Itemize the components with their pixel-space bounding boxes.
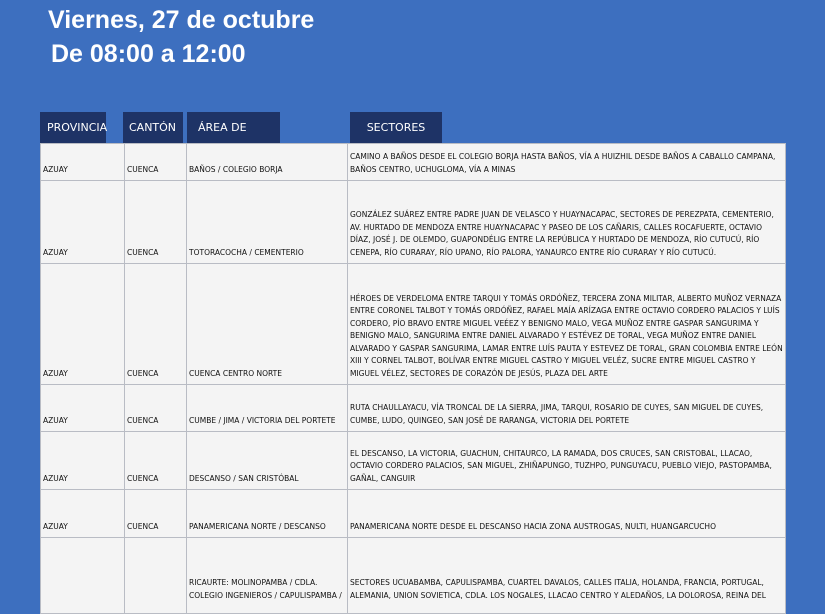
table-row bbox=[41, 432, 786, 490]
cell-area: CUENCA CENTRO NORTE bbox=[187, 264, 348, 385]
cell-sectores: EL DESCANSO, LA VICTORIA, GUACHUN, CHITAURCO, LA RAMADA, DOS CRUCES, SAN CRISTOBAL, LLACAO, OCTAVIO CORDERO PALACIOS, SAN MIGUEL, ZHIÑAPUNGO, TUZHPO, PUNGUYACU, PUEBLO VIEJO, PASTOPAMBA, GAÑAL, CANGUIR bbox=[348, 432, 786, 490]
cell-sectores: SECTORES UCUABAMBA, CAPULISPAMBA, CUARTEL DAVALOS, CALLES ITALIA, HOLANDA, FRANCIA, PORTUGAL, ALEMANIA, UNION SOVIETICA, CDLA. LOS NOGALES, LLACAO CENTRO Y ALEDAÑOS, LA DOLOROSA, REINA DEL bbox=[348, 538, 786, 614]
cell-provincia bbox=[41, 538, 125, 614]
cell-canton: CUENCA bbox=[125, 490, 187, 538]
cell-area: PANAMERICANA NORTE / DESCANSO bbox=[187, 490, 348, 538]
cell-provincia: AZUAY bbox=[41, 432, 125, 490]
cell-sectores: HÉROES DE VERDELOMA ENTRE TARQUI Y TOMÁS ORDÓÑEZ, TERCERA ZONA MILITAR, ALBERTO MUÑOZ VERNAZA ENTRE CORONEL TALBOT Y TOMÁS ORDÓÑEZ, RAFAEL MAÍA ARÍZAGA ENTRE OCTAVIO CORDERO PALACIOS Y LUÍS CORDERO, PÍO BRAVO ENTRE MIGUEL VEÉEZ Y BENIGNO MALO, VEGA MUÑOZ ENTRE GASPAR SANGURIMA Y BENIGNO MALO, SANGURIMA ENTRE DANIEL ALVARADO Y ESTÉVEZ DE TORAL, VEGA MUÑOZ ENTRE DANIEL ALVARADO Y GASPAR SANGURIMA, LAMAR ENTRE LUÍS PAUTA Y ESTEVEZ DE TORAL, GRAN COLOMBIA ENTRE LEÓN XIII Y CORNEL TALBOT, BOLÍVAR ENTRE MIGUEL CASTRO Y MIGUEL VELÉZ, SUCRE ENTRE MIGUEL CASTRO Y MIGUEL VÉLEZ, SECTORES DE CORAZÓN DE JESÚS, PLAZA DEL ARTE bbox=[348, 264, 786, 385]
column-header-area-de-corte: ÁREA DE bbox=[187, 112, 280, 143]
cell-sectores: GONZÁLEZ SUÁREZ ENTRE PADRE JUAN DE VELASCO Y HUAYNACAPAC, SECTORES DE PEREZPATA, CEMENTERIO, AV. HURTADO DE MENDOZA ENTRE HUAYNACAPAC Y PASEO DE LOS CAÑARIS, CALLES ROCAFUERTE, OCTAVIO DÍAZ, JOSÉ J. DE OLEMDO, GUAPONDÉLIG ENTRE LA REPÚBLICA Y HURTADO DE MENDOZA, RÍO CUTUCÚ, RÍO CENEPA, RÍO CURARAY, RÍO UPANO, RÍO PALORA, YANAURCO ENTRE RÍO CURARAY Y RÍO CUTUCÚ. bbox=[348, 181, 786, 264]
cell-provincia: AZUAY bbox=[41, 181, 125, 264]
date-title: Viernes, 27 de octubre bbox=[48, 6, 315, 34]
table-row bbox=[41, 264, 786, 385]
cell-provincia: AZUAY bbox=[41, 264, 125, 385]
cell-canton: CUENCA bbox=[125, 432, 187, 490]
cell-canton: CUENCA bbox=[125, 181, 187, 264]
table-row bbox=[41, 385, 786, 432]
cell-provincia: AZUAY bbox=[41, 144, 125, 181]
column-header-sectores: SECTORES bbox=[350, 112, 442, 143]
cell-sectores: CAMINO A BAÑOS DESDE EL COLEGIO BORJA HASTA BAÑOS, VÍA A HUIZHIL DESDE BAÑOS A CABALLO CAMPANA, BAÑOS CENTRO, UCHUGLOMA, VÍA A MINAS bbox=[348, 144, 786, 181]
table-row bbox=[41, 490, 786, 538]
cell-canton: CUENCA bbox=[125, 385, 187, 432]
cell-provincia: AZUAY bbox=[41, 385, 125, 432]
cell-canton: CUENCA bbox=[125, 144, 187, 181]
time-range-title: De 08:00 a 12:00 bbox=[51, 40, 246, 68]
column-header-canton: CANTÓN bbox=[123, 112, 183, 143]
cell-area: DESCANSO / SAN CRISTÓBAL bbox=[187, 432, 348, 490]
cell-canton: CUENCA bbox=[125, 264, 187, 385]
cell-area: BAÑOS / COLEGIO BORJA bbox=[187, 144, 348, 181]
outage-schedule-table bbox=[40, 143, 786, 614]
cell-sectores: RUTA CHAULLAYACU, VÍA TRONCAL DE LA SIERRA, JIMA, TARQUI, ROSARIO DE CUYES, SAN MIGUEL DE CUYES, CUMBE, LUDO, QUINGEO, SAN JOSÉ DE RARANGA, VICTORIA DEL PORTETE bbox=[348, 385, 786, 432]
cell-sectores: PANAMERICANA NORTE DESDE EL DESCANSO HACIA ZONA AUSTROGAS, NULTI, HUANGARCUCHO bbox=[348, 490, 786, 538]
column-header-provincia: PROVINCIA bbox=[40, 112, 106, 143]
table-row bbox=[41, 144, 786, 181]
table-row bbox=[41, 181, 786, 264]
cell-area: TOTORACOCHA / CEMENTERIO bbox=[187, 181, 348, 264]
cell-area: RICAURTE: MOLINOPAMBA / CDLA. COLEGIO INGENIEROS / CAPULISPAMBA / bbox=[187, 538, 348, 614]
table-row bbox=[41, 538, 786, 614]
cell-provincia: AZUAY bbox=[41, 490, 125, 538]
cell-canton bbox=[125, 538, 187, 614]
cell-area: CUMBE / JIMA / VICTORIA DEL PORTETE bbox=[187, 385, 348, 432]
